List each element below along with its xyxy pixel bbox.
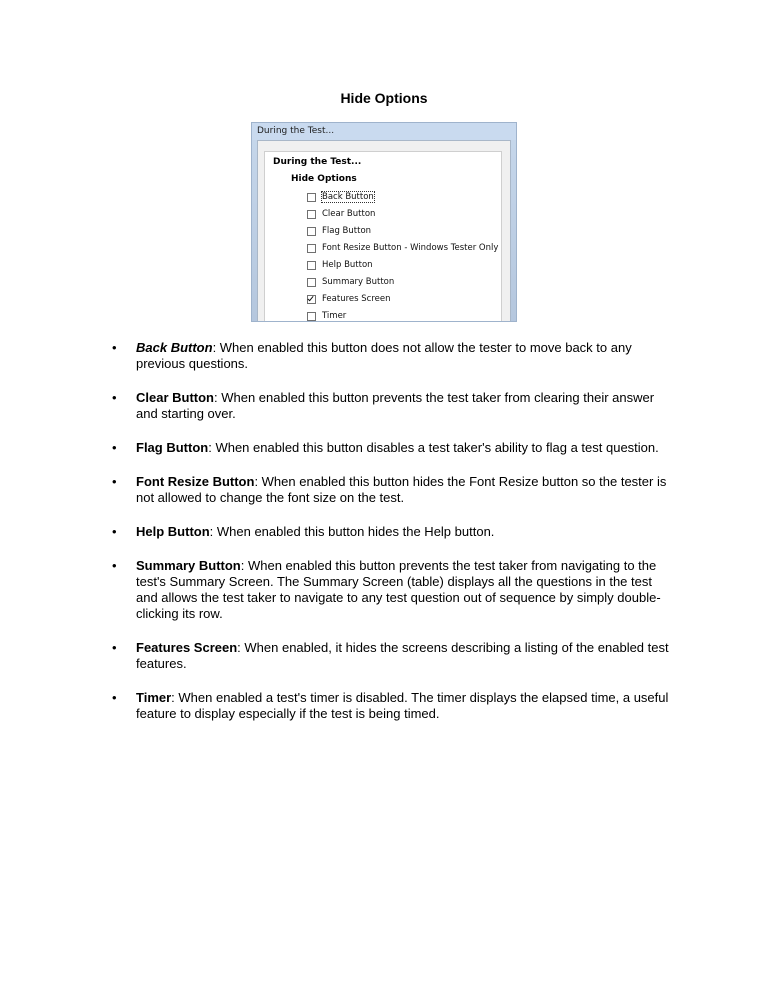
- option-label: Timer: [322, 311, 347, 321]
- option-features-screen[interactable]: [307, 292, 390, 306]
- description: : When enabled this button prevents the test taker from clearing their answer and starting over.: [136, 390, 655, 421]
- option-summary-button[interactable]: [307, 275, 394, 289]
- list-item: [112, 390, 672, 422]
- list-item: [112, 640, 672, 672]
- option-back-button[interactable]: [307, 190, 374, 204]
- list-item: [112, 524, 672, 540]
- checkbox-checked[interactable]: [307, 295, 316, 304]
- option-label: Font Resize Button - Windows Tester Only: [322, 243, 499, 253]
- page-title: Hide Options: [340, 90, 428, 106]
- option-timer[interactable]: [307, 309, 346, 322]
- description: : When enabled this button does not allow the tester to move back to any previous questions.: [136, 340, 632, 371]
- bullet: •: [112, 690, 117, 705]
- term: Font Resize Button: [136, 474, 255, 489]
- option-label: Back Button: [322, 192, 374, 202]
- bullet: •: [112, 390, 117, 405]
- checkbox[interactable]: [307, 193, 316, 202]
- checkbox[interactable]: [307, 210, 316, 219]
- option-help-button[interactable]: [307, 258, 373, 272]
- checkbox[interactable]: [307, 227, 316, 236]
- term: Timer: [136, 690, 172, 705]
- checkbox[interactable]: [307, 244, 316, 253]
- description: : When enabled this button hides the Font Resize button so the tester is not allowed to change the font size on the test.: [136, 474, 667, 505]
- description: : When enabled, it hides the screens describing a listing of the enabled test features.: [136, 640, 669, 671]
- option-label: Features Screen: [322, 294, 391, 304]
- option-label: Help Button: [322, 260, 373, 270]
- description: : When enabled this button hides the Help button.: [209, 524, 495, 539]
- term: Clear Button: [136, 390, 214, 405]
- term: Summary Button: [136, 558, 241, 573]
- hide-options-heading: Hide Options: [291, 174, 357, 184]
- description: : When enabled this button prevents the test taker from navigating to the test's Summary Screen. The Summary Screen (table) displays all the questions in the test and allows the test taker to navigate to any test question out of sequence by simply double-clicking its row.: [136, 558, 661, 621]
- term: Help Button: [136, 524, 210, 539]
- option-descriptions-list: [112, 340, 672, 740]
- bullet: •: [112, 440, 117, 455]
- option-label: Clear Button: [322, 209, 376, 219]
- list-item: [112, 440, 672, 456]
- description: : When enabled a test's timer is disabled. The timer displays the elapsed time, a useful feature to display especially if the test is being timed.: [136, 690, 669, 721]
- list-item: [112, 474, 672, 506]
- bullet: •: [112, 340, 117, 355]
- list-item: [112, 558, 672, 622]
- bullet: •: [112, 640, 117, 655]
- options-group: [264, 151, 502, 322]
- group-heading: During the Test...: [273, 157, 362, 167]
- bullet: •: [112, 474, 117, 489]
- list-item: [112, 690, 672, 722]
- term: Flag Button: [136, 440, 209, 455]
- bullet: •: [112, 558, 117, 573]
- checkbox[interactable]: [307, 278, 316, 287]
- option-font-resize-button[interactable]: [307, 241, 498, 255]
- checkbox[interactable]: [307, 312, 316, 321]
- option-label: Summary Button: [322, 277, 395, 287]
- description: : When enabled this button disables a test taker's ability to flag a test question.: [208, 440, 659, 455]
- options-dialog-screenshot: [251, 122, 517, 322]
- option-label: Flag Button: [322, 226, 372, 236]
- term: Back Button: [136, 340, 213, 355]
- option-clear-button[interactable]: [307, 207, 375, 221]
- dialog-window-title: During the Test...: [257, 126, 335, 136]
- dialog-body: [257, 140, 511, 322]
- option-flag-button[interactable]: [307, 224, 371, 238]
- bullet: •: [112, 524, 117, 539]
- term: Features Screen: [136, 640, 238, 655]
- list-item: [112, 340, 672, 372]
- checkbox[interactable]: [307, 261, 316, 270]
